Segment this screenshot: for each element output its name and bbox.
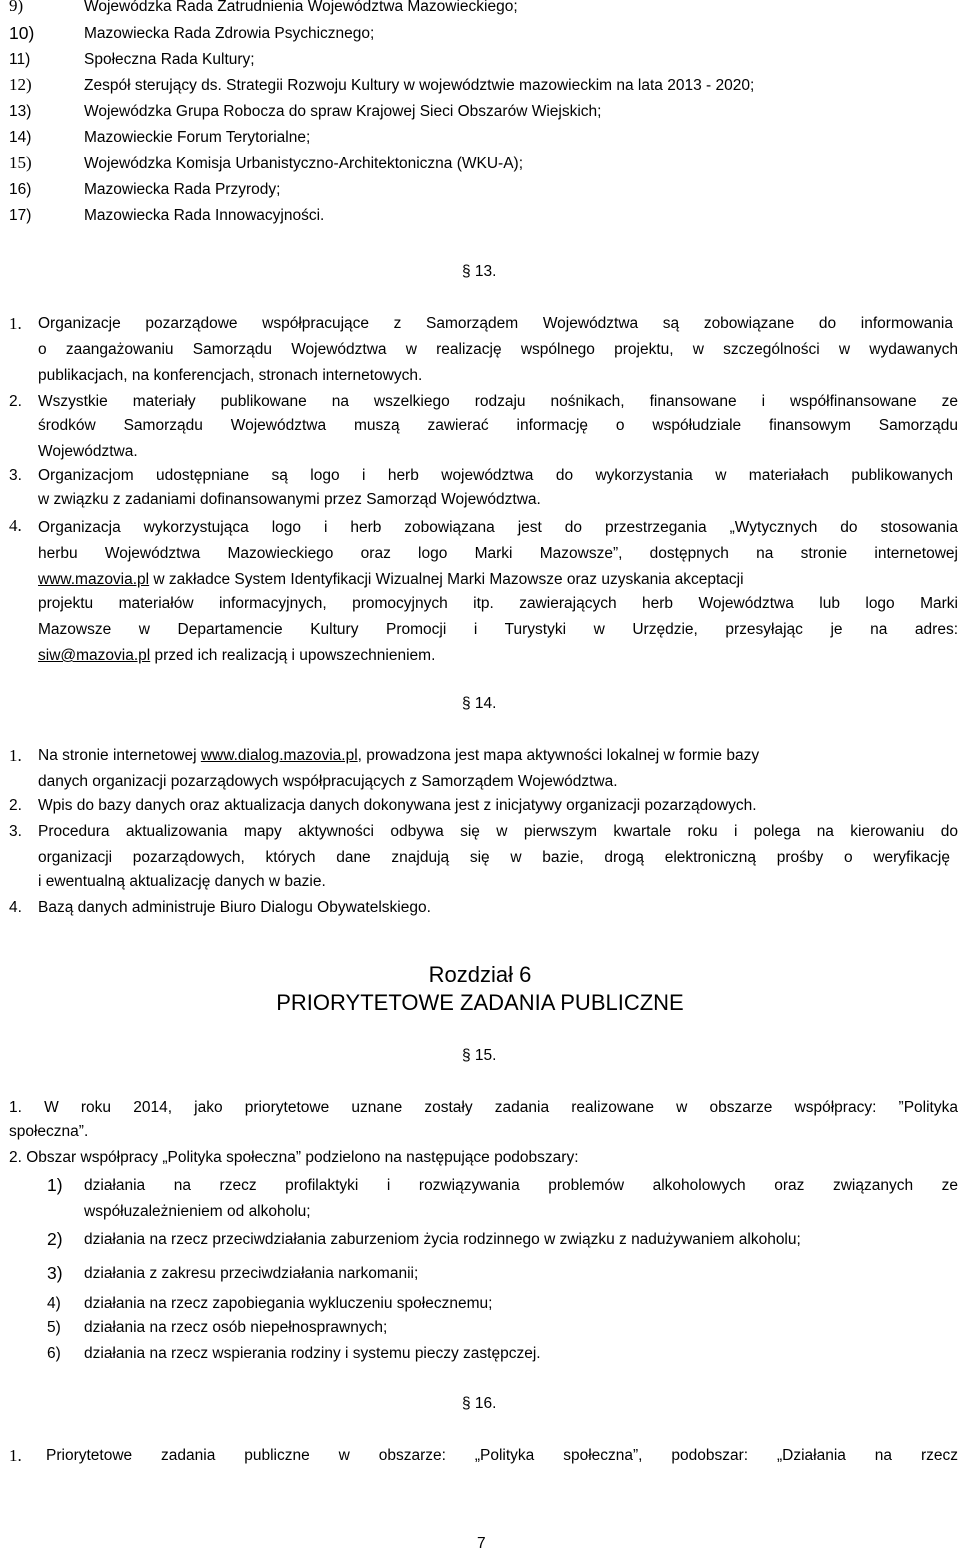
list-item-number: 13) — [9, 103, 32, 120]
subitem-number: 5) — [47, 1319, 61, 1336]
paragraph-line: 1. W roku 2014, jako priorytetowe uznane zostały zadania realizowane w obszarze współpracy: ”Polityka — [9, 1099, 958, 1116]
paragraph-line — [38, 646, 435, 666]
paragraph-number: 4. — [9, 899, 22, 916]
list-item-number: 11) — [9, 51, 31, 68]
mazovia-link[interactable]: www.mazovia.pl — [38, 571, 150, 588]
section-mark: § 14. — [462, 695, 497, 712]
paragraph-line: projektu materiałów informacyjnych, promocyjnych itp. zawierających herb Województwa lub logo Marki — [38, 595, 958, 612]
subitem-number: 3) — [47, 1263, 63, 1283]
paragraph-line: Priorytetowe zadania publiczne w obszarze: „Polityka społeczna”, podobszar: „Działania na rzecz — [46, 1447, 958, 1464]
subitem-line: działania z zakresu przeciwdziałania narkomanii; — [84, 1265, 419, 1282]
list-item-number: 10) — [9, 23, 35, 43]
paragraph-number: 2. — [9, 393, 22, 410]
paragraph-text: , prowadzona jest mapa aktywności lokalnej w formie bazy — [357, 747, 760, 764]
paragraph-line: w związku z zadaniami dofinansowanymi przez Samorząd Województwa. — [38, 491, 541, 508]
paragraph-line: społeczna”. — [9, 1123, 89, 1140]
paragraph-number: 3. — [9, 467, 22, 484]
list-item-number: 9) — [9, 0, 24, 15]
section-mark: § 16. — [462, 1395, 497, 1412]
subitem-line: współuzależnieniem od alkoholu; — [84, 1203, 311, 1220]
paragraph-number: 1. — [9, 314, 22, 333]
paragraph-line-rest: przed ich realizacją i upowszechnieniem. — [150, 647, 436, 664]
list-item-number: 12) — [9, 75, 32, 94]
subitem-line: działania na rzecz profilaktyki i rozwiązywania problemów alkoholowych oraz związanych ze — [84, 1177, 958, 1194]
section-mark: § 15. — [462, 1047, 497, 1064]
list-item-number: 14) — [9, 129, 32, 146]
subitem-line: działania na rzecz osób niepełnosprawnych; — [84, 1319, 388, 1336]
paragraph-line-rest: w zakładce System Identyfikacji Wizualnej Marki Mazowsze oraz uzyskania akceptacji — [149, 571, 744, 588]
subitem-number: 6) — [47, 1345, 61, 1362]
paragraph-number: 1. — [9, 1446, 22, 1465]
paragraph-line — [38, 570, 958, 590]
dialog-link[interactable]: www.dialog.mazovia.pl — [200, 747, 358, 764]
paragraph-line: 2. Obszar współpracy „Polityka społeczna” podzielono na następujące podobszary: — [9, 1149, 579, 1166]
list-item-text: Wojewódzka Grupa Robocza do spraw Krajowej Sieci Obszarów Wiejskich; — [84, 103, 602, 120]
subitem-number: 1) — [47, 1175, 63, 1195]
paragraph-line: o zaangażowaniu Samorządu Województwa w realizację wspólnego projektu, w szczególności w wydawanych — [38, 341, 958, 358]
list-item-text: Mazowiecka Rada Przyrody; — [84, 181, 281, 198]
list-item-number: 17) — [9, 207, 32, 224]
list-item-text: Wojewódzka Komisja Urbanistyczno-Architektoniczna (WKU-A); — [84, 155, 524, 172]
list-item-text: Społeczna Rada Kultury; — [84, 51, 255, 68]
list-item-text: Wojewódzka Rada Zatrudnienia Województwa Mazowieckiego; — [84, 0, 518, 15]
paragraph-text: Na stronie internetowej — [38, 747, 201, 764]
paragraph-line: danych organizacji pozarządowych współpracujących z Samorządem Województwa. — [38, 773, 618, 790]
paragraph-number: 1. — [9, 746, 22, 765]
email-link[interactable]: siw@mazovia.pl — [38, 647, 151, 664]
paragraph-line: publikacjach, na konferencjach, stronach internetowych. — [38, 367, 423, 384]
paragraph-line: i ewentualną aktualizację danych w bazie. — [38, 873, 326, 890]
list-item-text: Mazowieckie Forum Terytorialne; — [84, 129, 311, 146]
section-mark: § 13. — [462, 263, 497, 280]
paragraph-number: 2. — [9, 797, 22, 814]
subitem-line: działania na rzecz zapobiegania wykluczeniu społecznemu; — [84, 1295, 493, 1312]
paragraph-line: organizacji pozarządowych, których dane znajdują się w bazie, drogą elektroniczną prośby o weryfikację — [38, 849, 950, 866]
paragraph-line: Wpis do bazy danych oraz aktualizacja danych dokonywana jest z inicjatywy organizacji pozarządowych. — [38, 797, 757, 814]
list-item-number: 16) — [9, 181, 32, 198]
paragraph-line: herbu Województwa Mazowieckiego oraz logo Marki Mazowsze”, dostępnych na stronie internetowej — [38, 545, 958, 562]
paragraph-number: 3. — [9, 823, 22, 840]
list-item-text: Mazowiecka Rada Innowacyjności. — [84, 207, 325, 224]
paragraph-line: Procedura aktualizowania mapy aktywności odbywa się w pierwszym kwartale roku i polega na kierowaniu do — [38, 823, 958, 840]
paragraph-line — [38, 746, 958, 766]
paragraph-line: środków Samorządu Województwa muszą zawierać informację o współudziale finansowym Samorządu — [38, 417, 958, 434]
paragraph-line: Województwa. — [38, 443, 138, 460]
paragraph-line: Organizacje pozarządowe współpracujące z Samorządem Województwa są zobowiązane do informowania — [38, 315, 953, 332]
page-number: 7 — [477, 1535, 486, 1552]
list-item-text: Mazowiecka Rada Zdrowia Psychicznego; — [84, 25, 375, 42]
paragraph-line: Organizacjom udostępniane są logo i herb województwa do wykorzystania w materiałach publikowanych — [38, 467, 953, 484]
paragraph-line: Mazowsze w Departamencie Kultury Promocji i Turystyki w Urzędzie, przesyłając je na adres: — [38, 621, 958, 638]
subitem-line: działania na rzecz wspierania rodziny i systemu pieczy zastępczej. — [84, 1345, 541, 1362]
subitem-number: 2) — [47, 1229, 63, 1249]
subitem-number: 4) — [47, 1295, 61, 1312]
paragraph-number: 4. — [9, 516, 22, 535]
chapter-subtitle: PRIORYTETOWE ZADANIA PUBLICZNE — [276, 990, 684, 1015]
chapter-title: Rozdział 6 — [428, 962, 532, 987]
paragraph-line: Wszystkie materiały publikowane na wszelkiego rodzaju nośnikach, finansowane i współfinansowane ze — [38, 393, 958, 410]
subitem-line: działania na rzecz przeciwdziałania zaburzeniom życia rodzinnego w związku z nadużywaniem alkoholu; — [84, 1231, 801, 1248]
paragraph-line: Bazą danych administruje Biuro Dialogu Obywatelskiego. — [38, 899, 431, 916]
list-item-number: 15) — [9, 153, 32, 172]
paragraph-line: Organizacja wykorzystująca logo i herb zobowiązana jest do przestrzegania „Wytycznych do stosowania — [38, 519, 958, 536]
list-item-text: Zespół sterujący ds. Strategii Rozwoju Kultury w województwie mazowieckim na lata 2013 - 2020; — [84, 77, 755, 94]
